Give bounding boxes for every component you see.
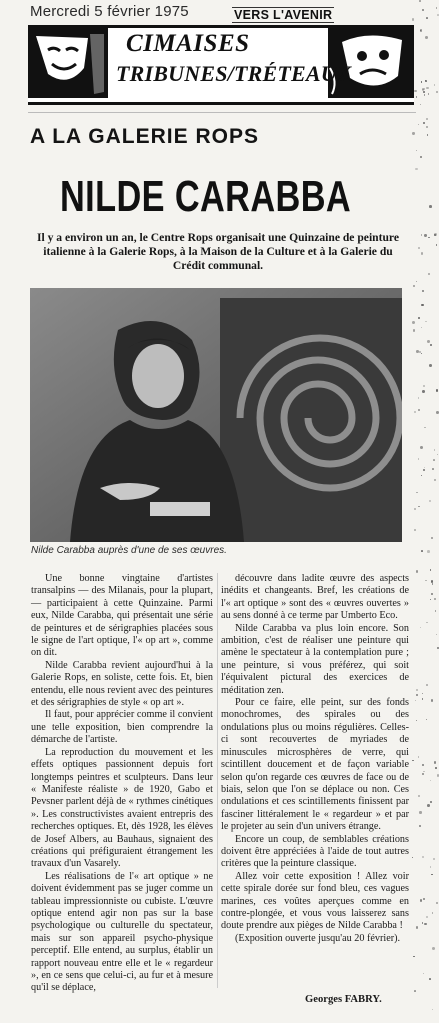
speck — [413, 285, 415, 287]
speck — [432, 947, 435, 950]
speck — [419, 825, 421, 827]
speck — [422, 764, 424, 766]
paragraph: Allez voir cette exposition ! Allez voir cette spirale dorée sur fond bleu, ces vagues marines, ces voûtes aperçues comme en contre-plongée, et vous vous laisserez sans doute prendre aux pièges de Nilde Carabba ! — [221, 870, 409, 932]
speck — [422, 773, 424, 775]
speck — [423, 91, 425, 93]
speck — [436, 389, 439, 392]
speck — [423, 122, 425, 124]
speck — [421, 234, 422, 235]
paragraph: La reproduction du mouvement et les effets optiques passionnent depuis fort longtemps peintres et sculpteurs. Dans leur « Manifeste réaliste » de 1920, Gabo et Pevsner parlent déjà de « rythmes cinétiques ». Les constructivistes avaient entrepris des recherches optiques. Et, dès 1928, les élèves de Josef Albers, au Bauhaus, signaient des créations qui préfiguraient étrangement les travaux d'un Vasarely. — [31, 746, 213, 870]
speck — [422, 290, 424, 292]
speck — [429, 500, 431, 502]
speck — [418, 397, 420, 399]
speck — [434, 449, 436, 451]
speck — [426, 684, 428, 686]
speck — [412, 321, 415, 324]
column-divider — [217, 573, 218, 988]
speck — [425, 36, 428, 39]
paragraph: (Exposition ouverte jusqu'au 20 février). — [235, 932, 401, 944]
rubric-banner — [28, 25, 414, 105]
speck — [416, 926, 418, 928]
speck — [437, 454, 438, 455]
speck — [426, 87, 429, 90]
speck — [420, 29, 422, 31]
speck — [412, 18, 414, 20]
speck — [434, 479, 435, 480]
article-column-1 — [31, 573, 213, 995]
speck — [424, 234, 426, 236]
speck — [430, 866, 431, 867]
speck — [434, 233, 437, 236]
speck — [436, 411, 439, 414]
speck — [432, 468, 434, 470]
speck — [434, 84, 435, 85]
speck — [423, 973, 424, 974]
speck — [421, 304, 423, 306]
speck — [418, 795, 420, 797]
speck — [430, 344, 432, 346]
speck — [416, 720, 417, 721]
speck — [414, 508, 416, 510]
speck — [422, 693, 423, 694]
speck — [426, 719, 427, 720]
speck — [427, 804, 430, 807]
speck — [420, 104, 421, 105]
speck — [423, 469, 425, 471]
speck — [426, 17, 428, 19]
speck — [416, 689, 418, 691]
speck — [425, 580, 426, 581]
speck — [422, 9, 424, 11]
speck — [415, 700, 417, 702]
speck — [430, 569, 432, 571]
speck — [424, 923, 426, 925]
speck — [428, 93, 430, 95]
speck — [435, 610, 437, 612]
speck — [422, 856, 424, 858]
speck — [424, 94, 426, 96]
divider — [28, 112, 416, 113]
paragraph: découvre dans ladite œuvre des aspects inédits et changeants. Bref, les créations de l'« art optique » sont des « œuvres ouvertes » au sens donné à ce terme par Umberto Eco. — [221, 573, 409, 622]
speck — [421, 327, 423, 329]
speck — [433, 459, 435, 461]
speck — [412, 760, 413, 761]
speck — [422, 922, 424, 924]
speck — [420, 899, 423, 902]
lede: Il y a environ un an, le Centre Rops organisait une Quinzaine de peinture italienne à la Galerie Rops, à la Maison de la Culture et à la Galerie du Crédit communal. — [36, 231, 400, 272]
speck — [436, 7, 438, 9]
speck — [418, 458, 419, 459]
speck — [422, 390, 425, 393]
speck — [416, 492, 418, 494]
speck — [430, 801, 432, 803]
speck — [424, 467, 425, 468]
speck — [427, 340, 430, 343]
speck — [431, 699, 434, 702]
speck — [418, 317, 420, 319]
speck — [434, 761, 437, 764]
speck — [416, 281, 417, 282]
speck — [432, 1009, 433, 1010]
speck — [420, 446, 423, 449]
speck — [412, 857, 413, 858]
speck — [421, 550, 423, 552]
speck — [437, 14, 439, 16]
speck — [414, 990, 416, 992]
speck — [423, 771, 424, 772]
speck — [420, 627, 421, 628]
speck — [427, 134, 429, 136]
speck — [419, 811, 421, 813]
speck — [422, 89, 424, 91]
speck — [426, 126, 428, 128]
speck — [432, 583, 433, 584]
speck — [436, 902, 438, 904]
speck — [414, 90, 416, 92]
speck — [424, 427, 425, 428]
speck — [413, 956, 414, 957]
speck — [416, 96, 417, 97]
speck — [428, 273, 430, 275]
speck — [428, 237, 429, 238]
speck — [421, 81, 423, 83]
speck — [416, 694, 418, 696]
speck — [422, 698, 423, 699]
speck — [415, 168, 418, 171]
speck — [430, 599, 431, 600]
speck — [426, 118, 428, 120]
speck — [436, 634, 437, 635]
photo-caption: Nilde Carabba auprès d'une de ses œuvres. — [31, 545, 227, 556]
speck — [418, 756, 420, 758]
headline: NILDE CARABBA — [60, 172, 352, 221]
speck — [430, 780, 432, 782]
paragraph: Les réalisations de l'« art optique » ne doivent évidemment pas se juger comme un tableau impressionniste ou cubiste. L'œuvre optique entend agir non pas sur la base psychologique ou culturelle du spectateur, mais sur son appareil psycho-physique perceptif. Elle entend, au surplus, établir un rapport nouveau entre elle et le « regardeur », en ce sens que celui-ci, au fur et à mesure qu'il se déplace, — [31, 870, 213, 994]
newspaper-name: VERS L'AVENIR — [234, 8, 333, 22]
artist-portrait-image — [30, 288, 402, 542]
speck — [436, 244, 437, 245]
speck — [418, 409, 420, 411]
paragraph: Une bonne vingtaine d'artistes transalpins — des Milanais, pour la plupart, — participaient à cette Quinzaine. Parmi eux, Nilde Carabba, qui présentait une série de peintures et de sérigraphies placées sous le signe de l'art optique, l'« op art », comme on dit. — [31, 573, 213, 659]
kicker: A LA GALERIE ROPS — [30, 125, 259, 148]
speck — [429, 978, 431, 980]
speck — [431, 874, 433, 876]
speck — [427, 550, 430, 553]
speck — [433, 858, 435, 860]
paragraph: Il faut, pour apprécier comme il convient une telle exposition, bien comprendre la démarche de l'artiste. — [31, 709, 213, 746]
paragraph: Pour ce faire, elle peint, sur des fonds monochromes, des spirales ou des ondulations plus ou moins régulières. Celles-ci sont recouvertes de myriades de minuscules microsphères de verre, qui scintillent doucement et de façon variable selon qu'on regarde ces œuvres de face ou de biais, selon que l'on se déplace ou non. Ces ondulations et ces scintillements finissent par fasciner littéralement le « regardeur » et par le projeter au sein d'un univers étrange. — [221, 697, 409, 833]
speck — [414, 411, 416, 413]
speck — [413, 329, 415, 331]
speck — [416, 570, 418, 572]
speck — [426, 916, 428, 918]
author-signature: Georges FABRY. — [305, 994, 382, 1005]
speck — [423, 385, 425, 387]
speck — [434, 598, 436, 600]
article-photo — [30, 288, 402, 542]
speck — [419, 0, 421, 2]
speck — [421, 252, 424, 255]
speck — [418, 506, 419, 507]
speck — [423, 898, 425, 900]
speck — [418, 247, 420, 249]
speck — [414, 529, 416, 531]
speck — [435, 767, 437, 769]
speck — [432, 912, 433, 913]
dateline: Mercredi 5 février 1975 — [30, 3, 189, 20]
speck — [412, 132, 414, 134]
comedy-mask-icon — [28, 28, 108, 98]
paragraph: Nilde Carabba revient aujourd'hui à la Galerie Rops, en soliste, cette fois. Et, bien entendu, elle nous revient avec des peintures et des sérigraphies de style « op art ». — [31, 659, 213, 709]
speck — [421, 353, 422, 354]
speck — [426, 622, 427, 623]
rubric-line-1: CIMAISES — [126, 30, 250, 57]
speck — [420, 156, 422, 158]
article-column-2 — [221, 573, 409, 945]
speck — [421, 475, 422, 476]
speck — [416, 150, 417, 151]
paragraph: Nilde Carabba va plus loin encore. Son ambition, c'est de réaliser une peinture qui amène le spectateur à la contemplation pure ; une peinture, si vous préférez, qui soit l'équivalent pictural des exercices de méditation zen. — [221, 622, 409, 696]
speck — [429, 205, 432, 208]
paragraph: Encore un coup, de semblables créations doivent être appréciées à l'aide de tout autres critères que la peinture classique. — [221, 833, 409, 870]
speck — [429, 364, 432, 367]
rubric-line-2: TRIBUNES/TRÉTEAUX — [116, 61, 352, 86]
speck — [425, 321, 426, 322]
speck — [431, 593, 433, 595]
speck — [418, 124, 419, 125]
speck — [431, 537, 434, 540]
speck — [436, 91, 438, 93]
